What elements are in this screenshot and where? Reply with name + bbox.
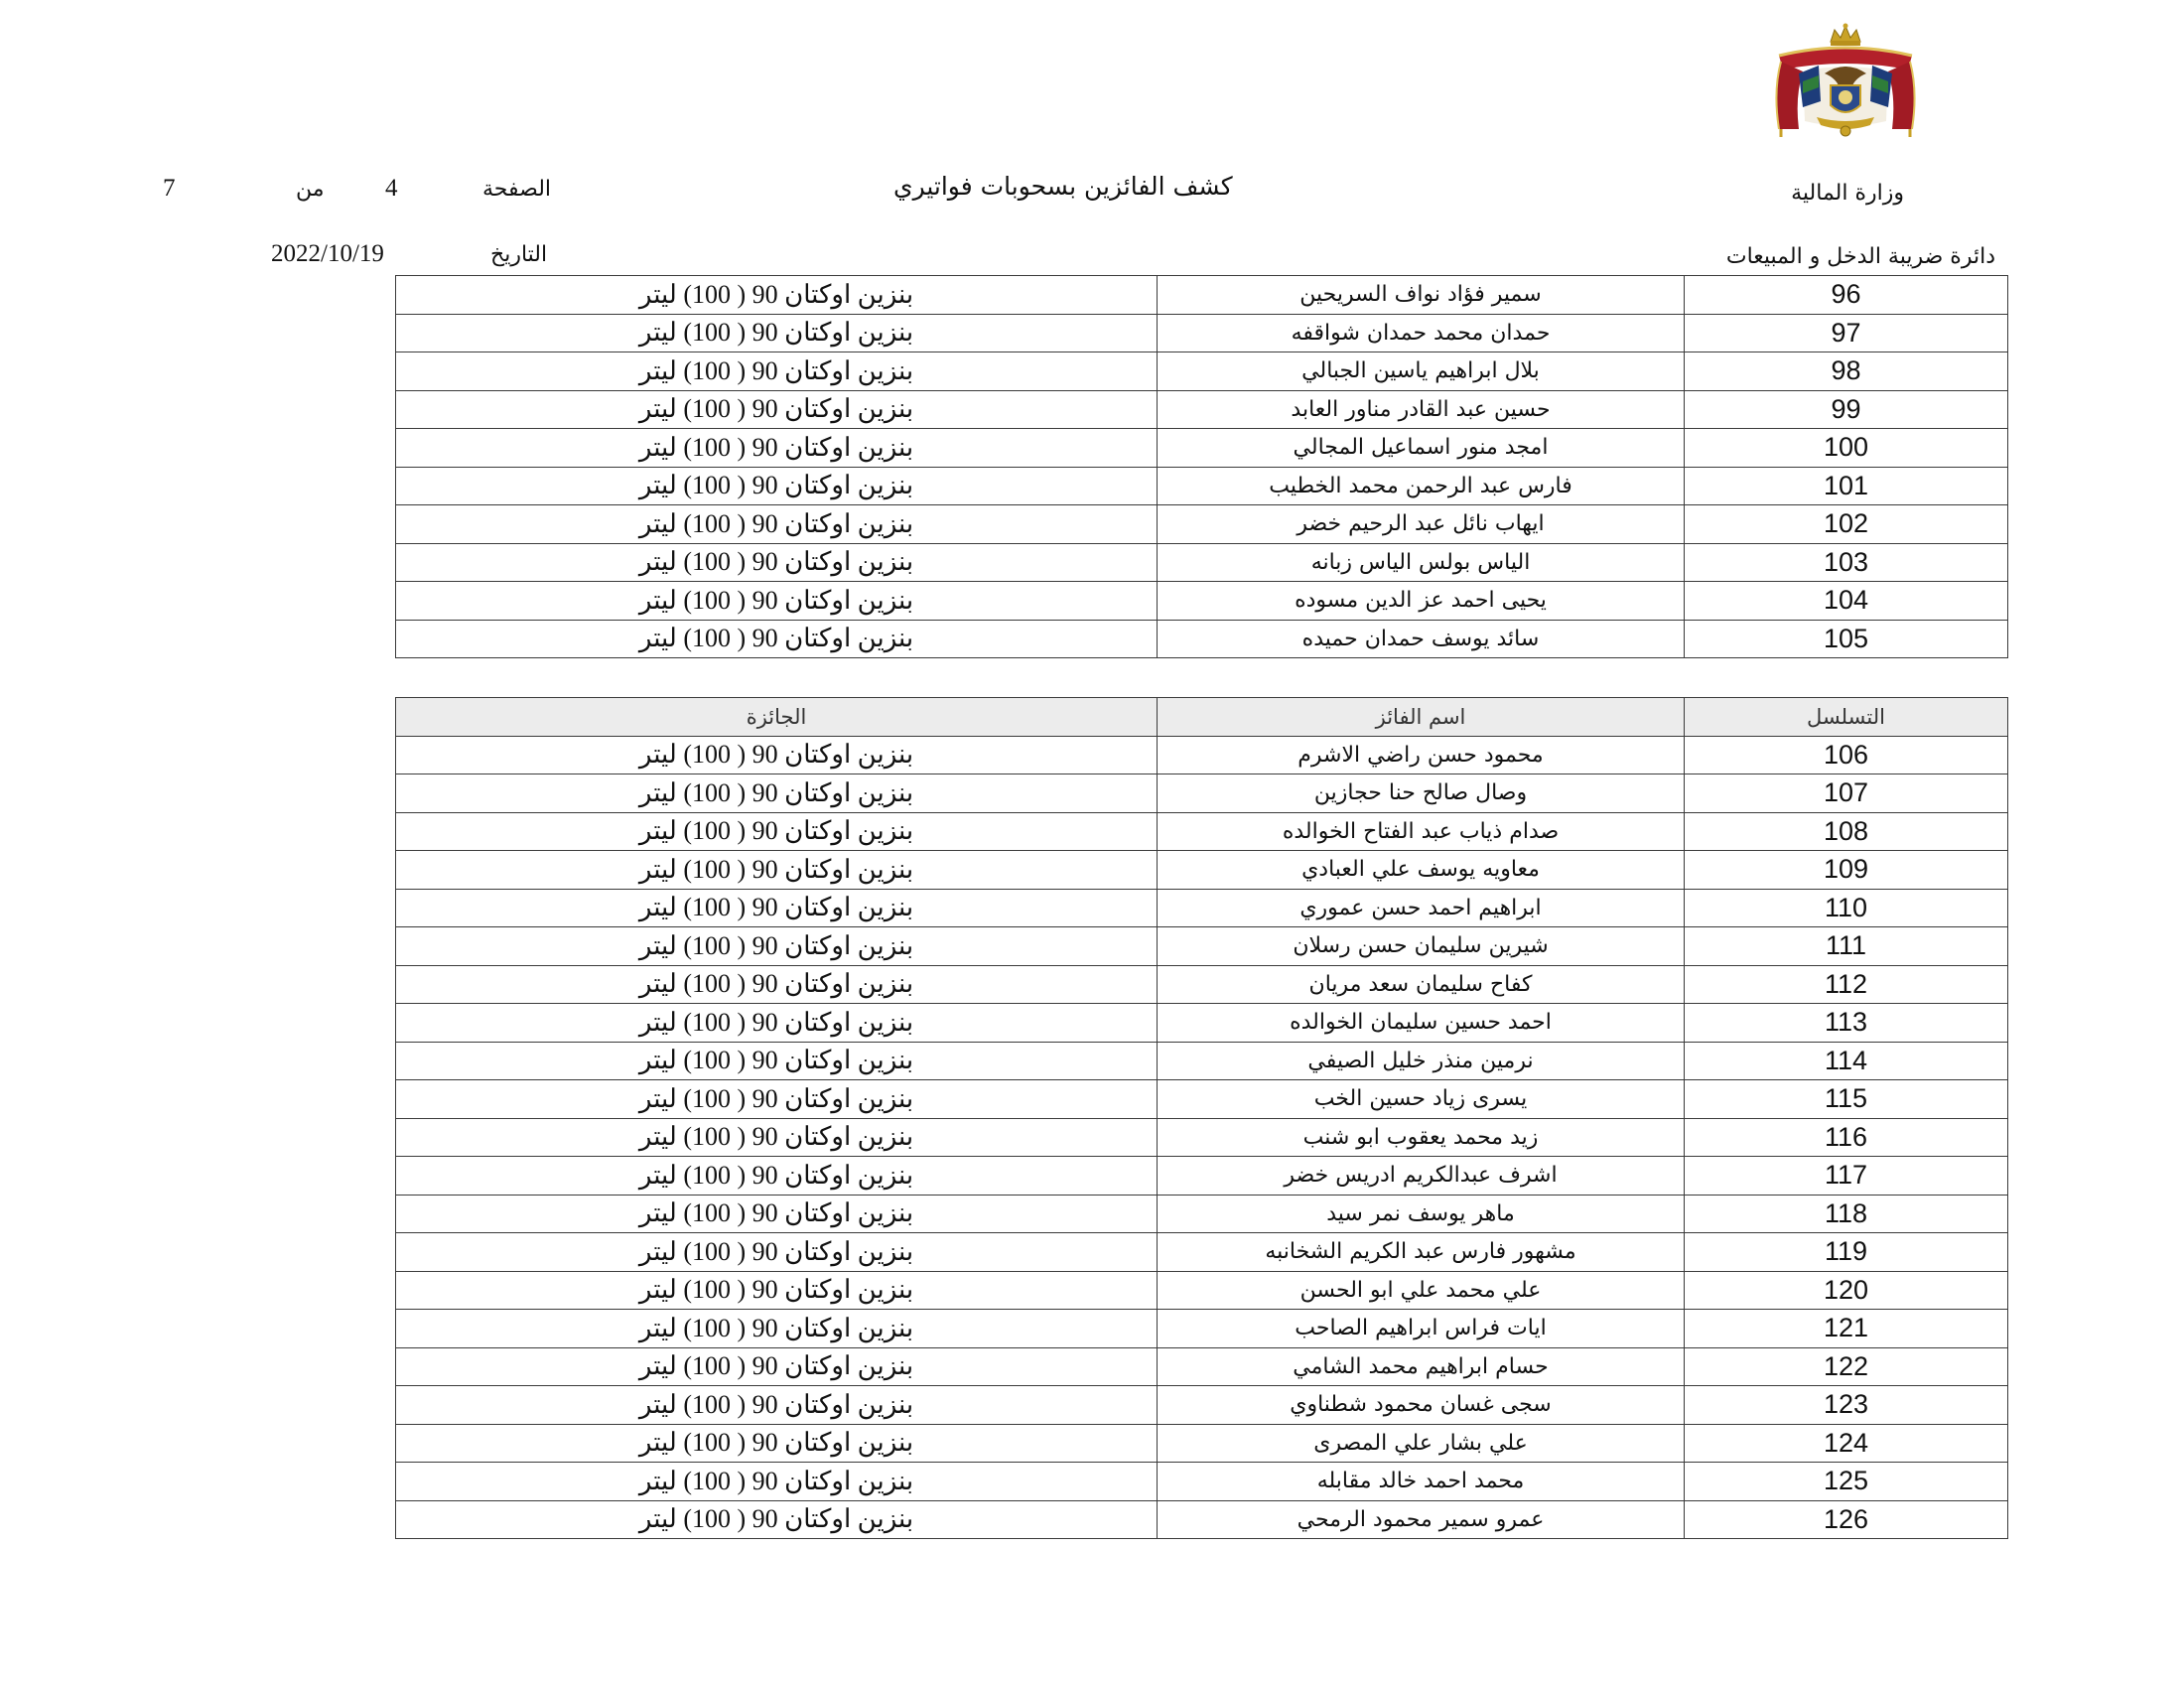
prize-cell: بنزين اوكتان 90 ( 100) ليتر [396, 851, 1158, 890]
winner-name-cell: سجى غسان محمود شطناوي [1158, 1386, 1685, 1425]
winner-name-cell: فارس عبد الرحمن محمد الخطيب [1158, 467, 1685, 505]
of-label: من [296, 177, 325, 202]
winner-name-cell: بلال ابراهيم ياسين الجبالي [1158, 352, 1685, 391]
serial-cell: 117 [1685, 1157, 2008, 1196]
prize-cell: بنزين اوكتان 90 ( 100) ليتر [396, 276, 1158, 315]
prize-cell: بنزين اوكتان 90 ( 100) ليتر [396, 620, 1158, 658]
date-label: التاريخ [490, 242, 548, 267]
prize-cell: بنزين اوكتان 90 ( 100) ليتر [396, 1233, 1158, 1272]
serial-cell: 111 [1685, 927, 2008, 966]
table-row [396, 1004, 2008, 1043]
table-row [396, 429, 2008, 468]
prize-cell: بنزين اوكتان 90 ( 100) ليتر [396, 429, 1158, 468]
serial-cell: 108 [1685, 812, 2008, 851]
page-title: كشف الفائزين بسحوبات فواتيري [893, 172, 1233, 201]
table-row [396, 736, 2008, 774]
table-row [396, 851, 2008, 890]
prize-cell: بنزين اوكتان 90 ( 100) ليتر [396, 1347, 1158, 1386]
winner-name-cell: حسام ابراهيم محمد الشامي [1158, 1347, 1685, 1386]
winner-name-cell: صدام ذياب عبد الفتاح الخوالده [1158, 812, 1685, 851]
serial-cell: 123 [1685, 1386, 2008, 1425]
prize-cell: بنزين اوكتان 90 ( 100) ليتر [396, 1195, 1158, 1233]
department-name: دائرة ضريبة الدخل و المبيعات [1725, 244, 1995, 269]
winner-name-cell: سمير فؤاد نواف السريحين [1158, 276, 1685, 315]
table-row [396, 582, 2008, 621]
winner-name-cell: شيرين سليمان حسن رسلان [1158, 927, 1685, 966]
table-row [396, 314, 2008, 352]
table-row [396, 1310, 2008, 1348]
serial-cell: 110 [1685, 889, 2008, 927]
table-header-row [396, 698, 2008, 737]
serial-cell: 106 [1685, 736, 2008, 774]
serial-cell: 122 [1685, 1347, 2008, 1386]
serial-cell: 98 [1685, 352, 2008, 391]
serial-cell: 103 [1685, 543, 2008, 582]
serial-cell: 104 [1685, 582, 2008, 621]
prize-cell: بنزين اوكتان 90 ( 100) ليتر [396, 1463, 1158, 1501]
table-row [396, 774, 2008, 813]
serial-cell: 126 [1685, 1500, 2008, 1539]
table-row [396, 1118, 2008, 1157]
table-row [396, 1424, 2008, 1463]
winner-name-cell: امجد منور اسماعيل المجالي [1158, 429, 1685, 468]
table-row [396, 1195, 2008, 1233]
table-row [396, 1271, 2008, 1310]
prize-cell: بنزين اوكتان 90 ( 100) ليتر [396, 774, 1158, 813]
serial-cell: 102 [1685, 505, 2008, 544]
table-row [396, 505, 2008, 544]
table-row [396, 352, 2008, 391]
table-row [396, 1500, 2008, 1539]
table-row [396, 276, 2008, 315]
column-header-prize: الجائزة [396, 698, 1158, 737]
table-row [396, 620, 2008, 658]
winner-name-cell: كفاح سليمان سعد مريان [1158, 965, 1685, 1004]
table-row [396, 965, 2008, 1004]
prize-cell: بنزين اوكتان 90 ( 100) ليتر [396, 352, 1158, 391]
ministry-name: وزارة المالية [1791, 181, 1904, 206]
winner-name-cell: سائد يوسف حمدان حميده [1158, 620, 1685, 658]
serial-cell: 116 [1685, 1118, 2008, 1157]
table-row [396, 1042, 2008, 1080]
serial-cell: 118 [1685, 1195, 2008, 1233]
winner-name-cell: حسين عبد القادر مناور العابد [1158, 390, 1685, 429]
winner-name-cell: ايات فراس ابراهيم الصاحب [1158, 1310, 1685, 1348]
table-row [396, 1386, 2008, 1425]
serial-cell: 97 [1685, 314, 2008, 352]
serial-cell: 114 [1685, 1042, 2008, 1080]
table-row [396, 927, 2008, 966]
winner-name-cell: مشهور فارس عبد الكريم الشخانبه [1158, 1233, 1685, 1272]
prize-cell: بنزين اوكتان 90 ( 100) ليتر [396, 1157, 1158, 1196]
winner-name-cell: احمد حسين سليمان الخوالده [1158, 1004, 1685, 1043]
winner-name-cell: ماهر يوسف نمر سيد [1158, 1195, 1685, 1233]
winner-name-cell: ايهاب نائل عبد الرحيم خضر [1158, 505, 1685, 544]
winner-name-cell: علي بشار علي المصرى [1158, 1424, 1685, 1463]
prize-cell: بنزين اوكتان 90 ( 100) ليتر [396, 1042, 1158, 1080]
coat-of-arms-emblem [1759, 22, 1932, 139]
serial-cell: 112 [1685, 965, 2008, 1004]
prize-cell: بنزين اوكتان 90 ( 100) ليتر [396, 965, 1158, 1004]
prize-cell: بنزين اوكتان 90 ( 100) ليتر [396, 1118, 1158, 1157]
serial-cell: 96 [1685, 276, 2008, 315]
page-label: الصفحة [482, 177, 552, 202]
winner-name-cell: يسرى زياد حسين الخب [1158, 1080, 1685, 1119]
prize-cell: بنزين اوكتان 90 ( 100) ليتر [396, 889, 1158, 927]
serial-cell: 99 [1685, 390, 2008, 429]
winner-name-cell: محمود حسن راضي الاشرم [1158, 736, 1685, 774]
serial-cell: 109 [1685, 851, 2008, 890]
winner-name-cell: محمد احمد خالد مقابله [1158, 1463, 1685, 1501]
serial-cell: 113 [1685, 1004, 2008, 1043]
serial-cell: 124 [1685, 1424, 2008, 1463]
table-row [396, 1157, 2008, 1196]
winner-name-cell: ابراهيم احمد حسن عموري [1158, 889, 1685, 927]
column-header-winner-name: اسم الفائز [1158, 698, 1685, 737]
prize-cell: بنزين اوكتان 90 ( 100) ليتر [396, 1080, 1158, 1119]
serial-cell: 101 [1685, 467, 2008, 505]
winners-table-top [395, 275, 2008, 658]
prize-cell: بنزين اوكتان 90 ( 100) ليتر [396, 467, 1158, 505]
prize-cell: بنزين اوكتان 90 ( 100) ليتر [396, 1500, 1158, 1539]
table-row [396, 1233, 2008, 1272]
prize-cell: بنزين اوكتان 90 ( 100) ليتر [396, 1271, 1158, 1310]
prize-cell: بنزين اوكتان 90 ( 100) ليتر [396, 1004, 1158, 1043]
prize-cell: بنزين اوكتان 90 ( 100) ليتر [396, 505, 1158, 544]
prize-cell: بنزين اوكتان 90 ( 100) ليتر [396, 582, 1158, 621]
winner-name-cell: نرمين منذر خليل الصيفي [1158, 1042, 1685, 1080]
prize-cell: بنزين اوكتان 90 ( 100) ليتر [396, 927, 1158, 966]
prize-cell: بنزين اوكتان 90 ( 100) ليتر [396, 543, 1158, 582]
winner-name-cell: حمدان محمد حمدان شواقفه [1158, 314, 1685, 352]
winners-table-bottom [395, 697, 2008, 1539]
table-row [396, 1463, 2008, 1501]
winner-name-cell: يحيى احمد عز الدين مسوده [1158, 582, 1685, 621]
winner-name-cell: زيد محمد يعقوب ابو شنب [1158, 1118, 1685, 1157]
prize-cell: بنزين اوكتان 90 ( 100) ليتر [396, 390, 1158, 429]
table-row [396, 1347, 2008, 1386]
winner-name-cell: عمرو سمير محمود الرمحي [1158, 1500, 1685, 1539]
serial-cell: 105 [1685, 620, 2008, 658]
serial-cell: 120 [1685, 1271, 2008, 1310]
winner-name-cell: وصال صالح حنا حجازين [1158, 774, 1685, 813]
serial-cell: 115 [1685, 1080, 2008, 1119]
winner-name-cell: الياس بولس الياس زبانه [1158, 543, 1685, 582]
serial-cell: 125 [1685, 1463, 2008, 1501]
table-row [396, 390, 2008, 429]
prize-cell: بنزين اوكتان 90 ( 100) ليتر [396, 1310, 1158, 1348]
table-row [396, 543, 2008, 582]
prize-cell: بنزين اوكتان 90 ( 100) ليتر [396, 1386, 1158, 1425]
prize-cell: بنزين اوكتان 90 ( 100) ليتر [396, 1424, 1158, 1463]
serial-cell: 107 [1685, 774, 2008, 813]
serial-cell: 119 [1685, 1233, 2008, 1272]
table-row [396, 812, 2008, 851]
page-number: 4 [385, 175, 398, 202]
table-row [396, 889, 2008, 927]
table-row [396, 467, 2008, 505]
prize-cell: بنزين اوكتان 90 ( 100) ليتر [396, 736, 1158, 774]
prize-cell: بنزين اوكتان 90 ( 100) ليتر [396, 314, 1158, 352]
serial-cell: 100 [1685, 429, 2008, 468]
winner-name-cell: علي محمد علي ابو الحسن [1158, 1271, 1685, 1310]
winner-name-cell: معاويه يوسف علي العبادي [1158, 851, 1685, 890]
serial-cell: 121 [1685, 1310, 2008, 1348]
page-total: 7 [163, 175, 176, 202]
date-value: 2022/10/19 [271, 240, 384, 267]
column-header-serial: التسلسل [1685, 698, 2008, 737]
prize-cell: بنزين اوكتان 90 ( 100) ليتر [396, 812, 1158, 851]
winner-name-cell: اشرف عبدالكريم ادريس خضر [1158, 1157, 1685, 1196]
table-row [396, 1080, 2008, 1119]
